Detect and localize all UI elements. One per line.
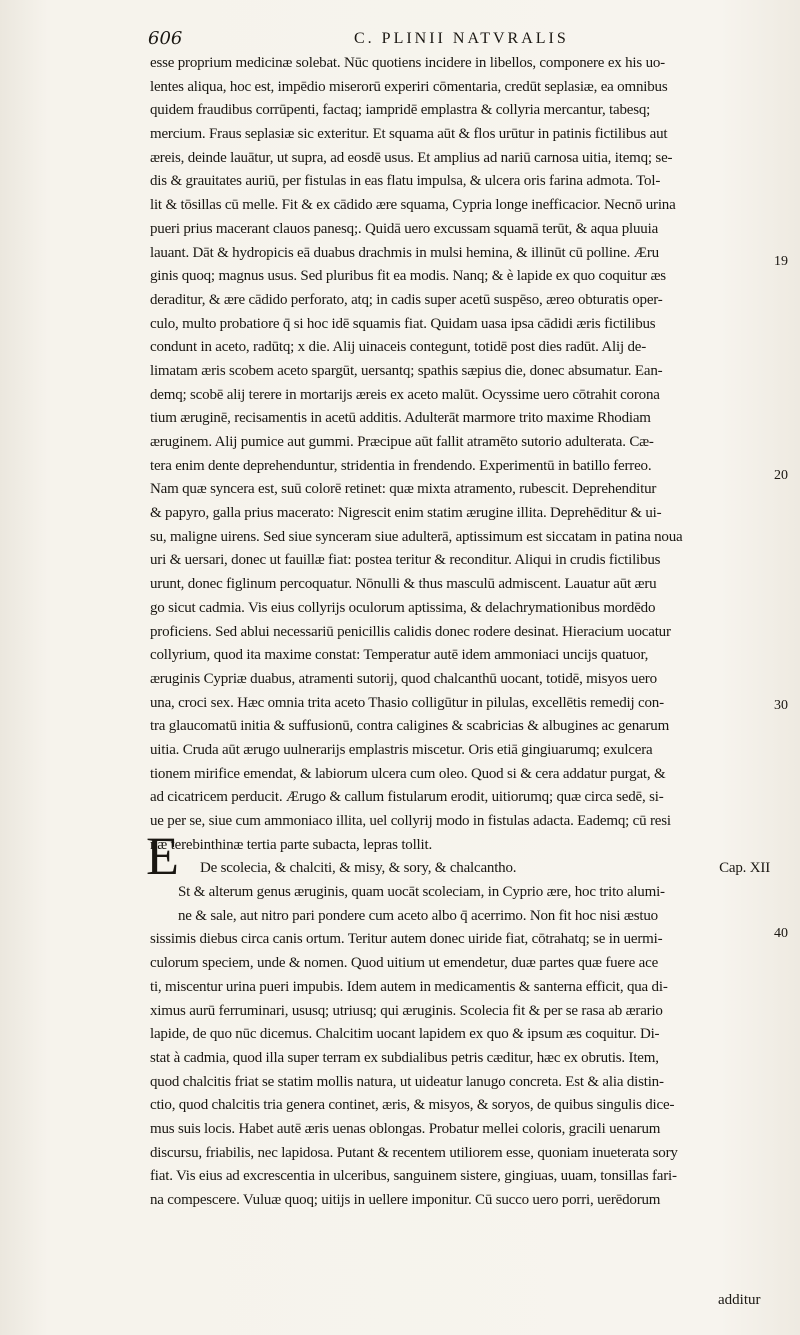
text-line: demq; scobē alij terere in mortarijs æreis ex aceto malūt. Ocyssime uero cōtrahit corona [150,386,660,403]
text-line: lit & tōsillas cū melle. Fit & ex cādido ære squama, Cypria longe inefficacior. Necnō urina [150,197,676,214]
main-text [150,52,770,1213]
text-line: tra glaucomatū initia & suffusionū, contra caligines & scabricias & albugines ac genarum [150,718,670,735]
margin-line-number: 20 [774,468,788,483]
text-line: una, croci sex. Hæc omnia trita aceto Thasio colligūtur in pilulas, excellētis remedij con- [150,694,664,711]
margin-line-number: 40 [774,926,788,941]
text-line: tera enim dente deprehenduntur, stridentia in frendendo. Experimentū in batillo ferreo. [150,457,652,474]
text-line: dis & grauitates auriū, per fistulas in eas flatu impulsa, & ulcera oris farina admota. Tol- [150,173,661,190]
catchword: additur [718,1292,761,1308]
text-line: tium æruginē, recisamentis in acetū additis. Adulterāt marmore trito maxime Rhodiam [150,410,651,427]
text-line: condunt in aceto, radūtq; x die. Alij uinaceis contegunt, totidē post dies radūt. Alij de- [150,339,647,356]
text-line: su, maligne uirens. Sed siue synceram siue adulterā, aptissimum est siccatam in patina noua [150,528,683,545]
text-line: Nam quæ syncera est, suū colorē retinet: quæ mixta atramento, rubescit. Deprehenditur [150,481,657,498]
text-line: mus suis locis. Habet autē æris uenas oblongas. Probatur mellei coloris, gracili uenarum [150,1120,661,1137]
text-line: lapide, de quo nūc dicemus. Chalcitim uocant lapidem ex quo & ipsum æs coquitur. Di- [150,1026,660,1043]
text-line: urunt, donec figlinum percoquatur. Nōnulli & thus masculū admiscent. Lauatur aūt æru [150,576,657,593]
text-body-after-heading [150,881,770,1213]
text-line: stat à cadmia, quod illa super terram ex subdialibus petris cæditur, hæc ex obrutis. Item, [150,1049,659,1066]
text-line: culorum speciem, unde & nomen. Quod uitium ut emendetur, duæ partes quæ fuere ace [150,955,659,972]
text-line: fiat. Vis eius ad excrescentia in ulceribus, sanguinem sistere, gingiuas, uuam, tonsillas fari- [150,1168,677,1185]
margin-line-number: 30 [774,698,788,713]
text-line: deraditur, & ære cādido perforato, atq; in cadis super acetū suspēso, æreo obturatis oper- [150,291,663,308]
text-line: æruginis Cypriæ duabus, atramenti sutorij, quod chalcanthū uocant, totidē, misyos uero [150,670,657,687]
text-line: mercium. Fraus seplasiæ sic exteritur. Et squama aūt & flos urūtur in patinis fictilibus aut [150,126,668,143]
text-line: quod chalcitis friat se statim mollis natura, ut uideatur lanugo concreta. Est & alia distin- [150,1073,664,1090]
text-line: tionem mirifice emendat, & labiorum ulcera cum oleo. Quod si & cera addatur purgat, & [150,765,666,782]
text-line: St & alterum genus æruginis, quam uocāt scoleciam, in Cyprio ære, hoc trito alumi- [178,884,665,901]
text-line: discursu, friabilis, nec lapidosa. Putant & recentem utiliorem esse, quoniam inueterata sory [150,1144,678,1161]
running-title: C. PLINII NATVRALIS [354,30,569,47]
text-line: uri & uersari, donec ut fauillæ fiat: postea teritur & reconditur. Aliqui in crudis fictilibus [150,552,661,569]
text-line: uitia. Cruda aūt ærugo uulnerarijs emplastris miscetur. Oris etiā gingiuarumq; exulcera [150,741,653,758]
text-line: limatam æris scobem aceto spargūt, uersantq; spathis sæpius die, donec absumatur. Ean- [150,362,663,379]
page-number: 606 [148,28,183,49]
page-header [148,28,628,54]
text-line: ue per se, siue cum ammoniaco illita, uel collyrij modo in fistulas adacta. Eademq; cū resi [150,813,671,829]
text-line: lauant. Dāt & hydropicis eā duabus drachmis in mulsi hemina, & illinūt cū polline. Æru [150,244,659,261]
text-line: næ terebinthinæ tertia parte subacta, lepras tollit. [150,836,433,853]
text-line: ne & sale, aut nitro pari pondere cum aceto albo q̄ acerrimo. Non fit hoc nisi æstuo [178,907,658,924]
text-body-before-heading [150,52,770,857]
text-line: sissimis diebus circa canis ortum. Teritur autem donec uiride fiat, cōtrahatq; se in uermi- [150,931,663,948]
text-line: pueri prius macerant clauos panesq;. Quidā uero excussam squamā terūt, & aqua pluuia [150,220,659,237]
text-line: & papyro, galla prius macerato: Nigrescit enim statim ærugine illita. Deprehēditur & ui- [150,505,662,522]
text-line: ximus aurū ferruminari, ususq; utriusq; qui æruginis. Scolecia fit & per se rasa ab ærario [150,1002,663,1019]
text-line: ginis quoq; magnus usus. Sed pluribus fit ea modis. Nanq; & è lapide ex quo coquitur æs [150,268,666,285]
text-line: ctio, quod chalcitis tria genera continet, æris, & misyos, & soryos, de quibus singulis dice- [150,1097,675,1114]
text-line: esse proprium medicinæ solebat. Nūc quotiens incidere in libellos, componere ex his uo- [150,55,665,71]
text-line: go sicut cadmia. Vis eius collyrijs oculorum aptissima, & delachrymationibus mordēdo [150,599,656,616]
drop-capital: E [146,826,179,886]
chapter-heading-title: De scolecia, & chalciti, & misy, & sory, & chalcantho. [200,860,517,877]
text-line: ad cicatricem perducit. Ærugo & callum fistularum erodit, uitiorumq; quæ circa sedē, si- [150,789,664,806]
text-line: na compescere. Vuluæ quoq; uitijs in uellere imponitur. Cū succo uero porri, uerēdorum [150,1192,661,1208]
chapter-number: Cap. XII [719,860,770,877]
text-line: quidem fraudibus corrūpenti, factaq; iampridē emplastra & collyria mercantur, tabesq; [150,102,651,119]
text-line: proficiens. Sed ablui necessariū penicillis calidis donec rodere desinat. Hieracium uocatur [150,623,671,640]
text-line: æruginem. Alij pumice aut gummi. Præcipue aūt fallit atramēto sutorio adulterata. Cæ- [150,434,654,450]
chapter-heading [150,857,770,881]
text-line: æreis, deinde lauātur, ut supra, ad eosdē usus. Et amplius ad nariū carnosa uitia, itemq; se- [150,149,673,166]
text-line: ti, miscentur urina pueri impubis. Idem autem in medicamentis & santerna efficit, qua di- [150,978,668,995]
text-line: culo, multo probatiore q̄ si hoc idē squamis fiat. Quidam uasa ipsa cādidi æris fictilibus [150,315,656,332]
text-line: lentes aliqua, hoc est, impēdio miserorū experiri cōmentaria, credūt seplasiæ, ea omnibus [150,78,668,95]
margin-line-number: 19 [774,254,788,269]
text-line: collyrium, quod ita maxime constat: Temperatur autē idem ammoniaci uncijs quatuor, [150,647,649,664]
